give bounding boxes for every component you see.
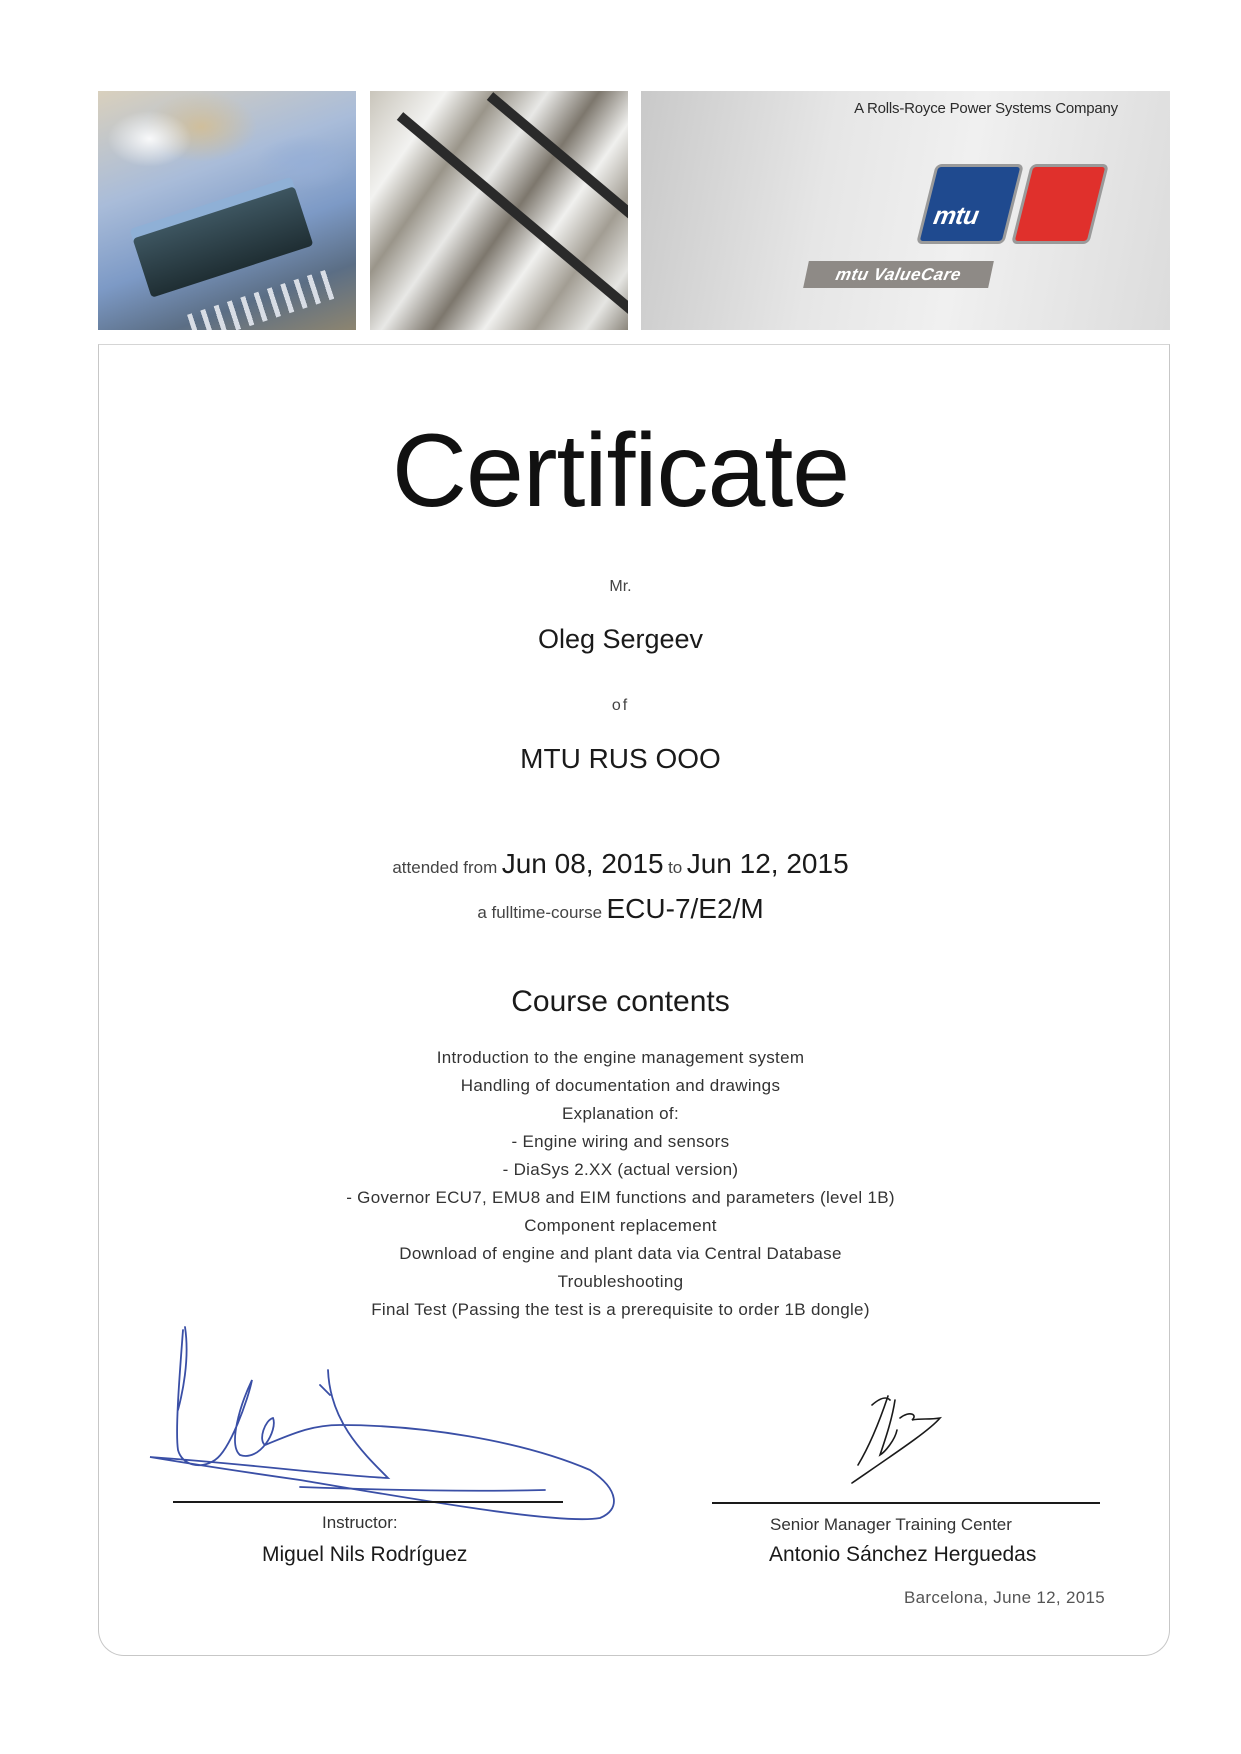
list-item: Explanation of: <box>562 1104 679 1123</box>
course-contents-list <box>0 1044 1241 1324</box>
course-line <box>0 893 1241 925</box>
list-item: Download of engine and plant data via Central Database <box>399 1244 842 1263</box>
list-item: Component replacement <box>524 1216 717 1235</box>
list-item: Introduction to the engine management system <box>436 1048 805 1067</box>
salutation: Mr. <box>609 578 632 595</box>
place-and-date: Barcelona, June 12, 2015 <box>904 1588 1105 1607</box>
list-item: Handling of documentation and drawings <box>460 1076 781 1095</box>
instructor-signature-line <box>173 1501 563 1503</box>
to-label: to <box>668 858 683 877</box>
attendance-line <box>0 848 1241 880</box>
course-contents-title: Course contents <box>511 985 730 1018</box>
mtu-logo-blue-block <box>916 164 1024 244</box>
manager-name: Antonio Sánchez Herguedas <box>769 1543 1037 1566</box>
list-item: - Engine wiring and sensors <box>511 1132 730 1151</box>
engine-groove <box>397 112 628 330</box>
list-item: - DiaSys 2.XX (actual version) <box>502 1160 739 1179</box>
logo-panel <box>641 91 1170 330</box>
company-tagline: A Rolls-Royce Power Systems Company <box>854 100 1118 117</box>
start-date: Jun 08, 2015 <box>501 848 664 879</box>
mtu-logo-text: mtu <box>931 202 981 230</box>
course-type-label: a fulltime-course <box>477 903 603 922</box>
chip-shape <box>133 186 314 297</box>
manager-role: Senior Manager Training Center <box>770 1515 1012 1534</box>
circuit-board-photo <box>98 91 356 330</box>
attended-from-label: attended from <box>392 858 498 877</box>
list-item: Final Test (Passing the test is a prerequisite to order 1B dongle) <box>371 1300 870 1319</box>
engine-photo <box>370 91 628 330</box>
company-name: MTU RUS OOO <box>520 743 721 774</box>
certificate-title: Certificate <box>391 413 850 529</box>
header-banner <box>98 91 1170 330</box>
instructor-name: Miguel Nils Rodríguez <box>262 1543 468 1566</box>
of-label: of <box>611 697 630 714</box>
list-item: - Governor ECU7, EMU8 and EIM functions and parameters (level 1B) <box>346 1188 895 1207</box>
course-code: ECU-7/E2/M <box>606 893 764 924</box>
recipient-name: Oleg Sergeev <box>537 624 704 654</box>
mtu-logo-red-block <box>1011 164 1109 244</box>
instructor-role: Instructor: <box>322 1513 398 1532</box>
manager-signature-line <box>712 1502 1100 1504</box>
valuecare-badge: mtu ValueCare <box>803 261 994 288</box>
list-item: Troubleshooting <box>557 1272 684 1291</box>
end-date: Jun 12, 2015 <box>686 848 849 879</box>
